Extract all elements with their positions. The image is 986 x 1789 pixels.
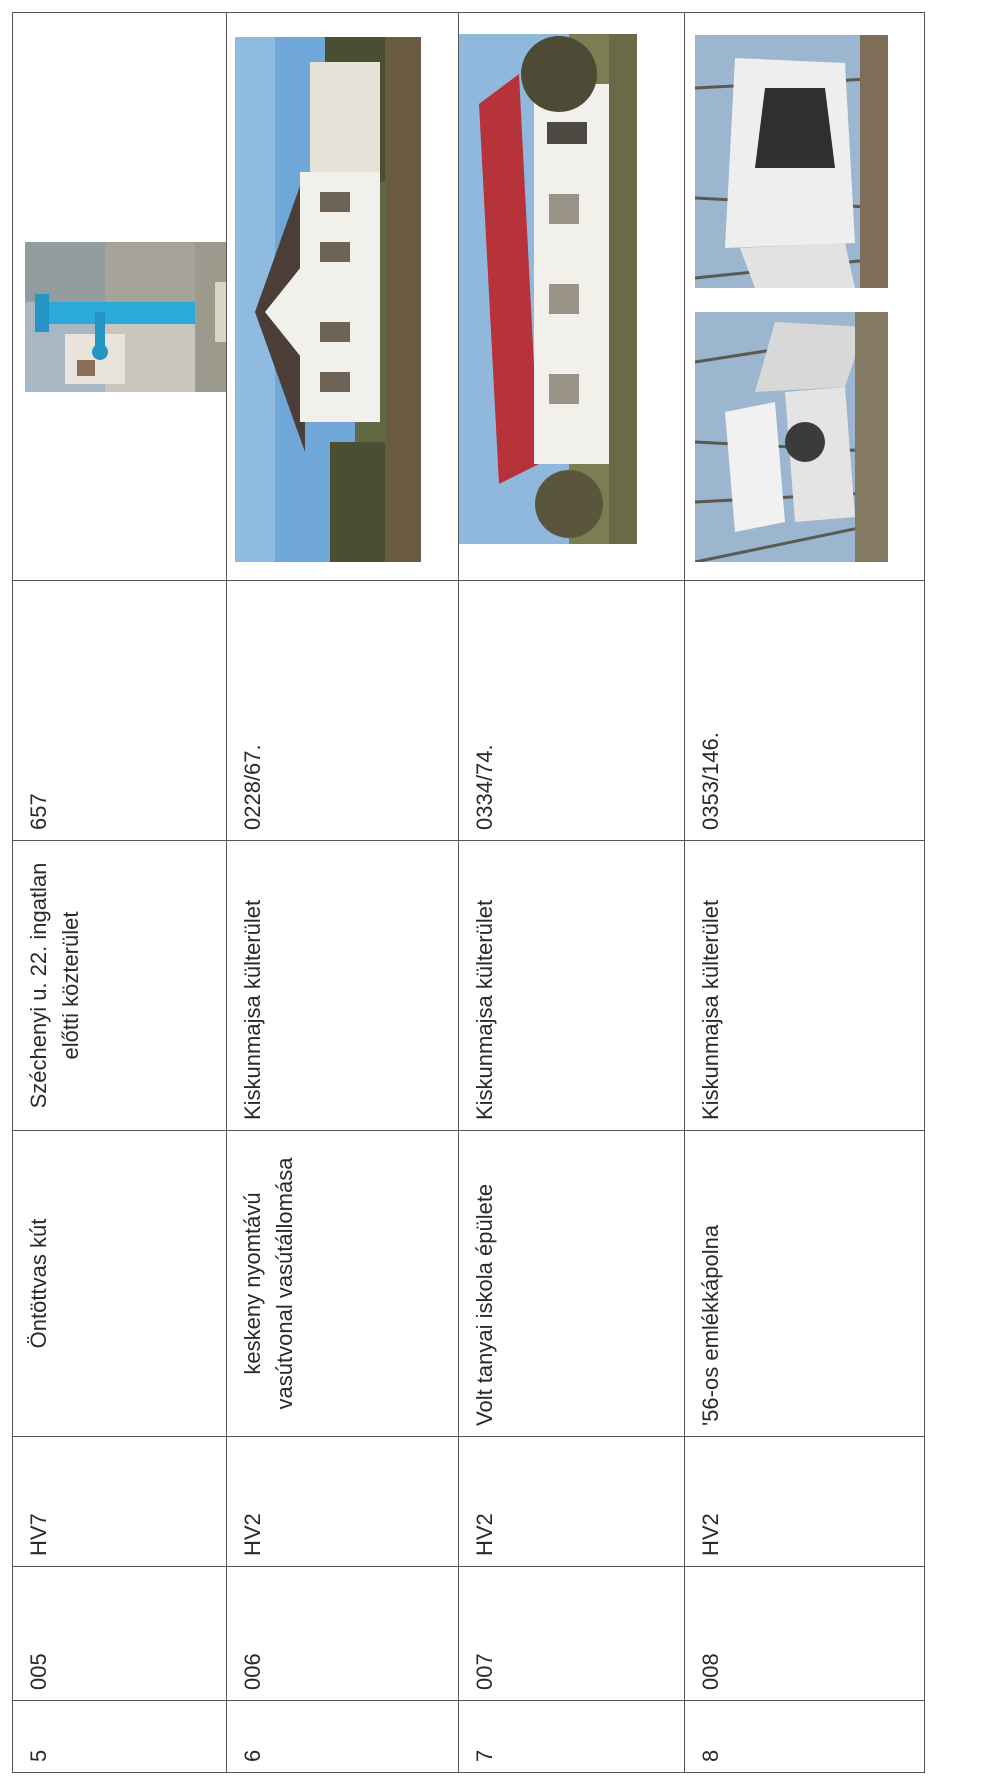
memorial-chapel-photo-side xyxy=(695,35,888,288)
item-location: Széchenyi u. 22. ingatlan előtti közterület xyxy=(13,841,227,1131)
item-location: Kiskunmajsa külterület xyxy=(227,841,459,1131)
item-name: Volt tanyai iskola épülete xyxy=(459,1131,685,1437)
protection-category: HV2 xyxy=(227,1437,459,1567)
item-name: keskeny nyomtávú vasútvonal vasútállomása xyxy=(227,1131,459,1437)
photo-cell xyxy=(13,13,227,581)
photo-cell xyxy=(459,13,685,581)
item-code: 006 xyxy=(227,1567,459,1701)
table-row xyxy=(13,13,227,1773)
item-name: '56-os emlékkápolna xyxy=(685,1131,925,1437)
row-number: 7 xyxy=(459,1701,685,1773)
lot-number: 0228/67. xyxy=(227,581,459,841)
item-location: Kiskunmajsa külterület xyxy=(459,841,685,1131)
item-name: Öntöttvas kút xyxy=(13,1131,227,1437)
row-number: 5 xyxy=(13,1701,227,1773)
memorial-chapel-photo-front xyxy=(695,312,888,562)
item-code: 008 xyxy=(685,1567,925,1701)
cast-iron-well-photo xyxy=(25,242,227,392)
lot-number: 0353/146. xyxy=(685,581,925,841)
table-row xyxy=(227,13,459,1773)
item-code: 005 xyxy=(13,1567,227,1701)
heritage-registry-table xyxy=(12,12,925,1773)
row-number: 6 xyxy=(227,1701,459,1773)
row-number: 8 xyxy=(685,1701,925,1773)
lot-number: 0334/74. xyxy=(459,581,685,841)
railway-station-photo xyxy=(235,37,421,562)
item-location: Kiskunmajsa külterület xyxy=(685,841,925,1131)
table-row xyxy=(685,13,925,1773)
protection-category: HV2 xyxy=(459,1437,685,1567)
protection-category: HV2 xyxy=(685,1437,925,1567)
protection-category: HV7 xyxy=(13,1437,227,1567)
item-code: 007 xyxy=(459,1567,685,1701)
photo-cell xyxy=(685,13,925,581)
farm-school-photo xyxy=(459,34,637,544)
photo-cell xyxy=(227,13,459,581)
lot-number: 657 xyxy=(13,581,227,841)
table-row xyxy=(459,13,685,1773)
